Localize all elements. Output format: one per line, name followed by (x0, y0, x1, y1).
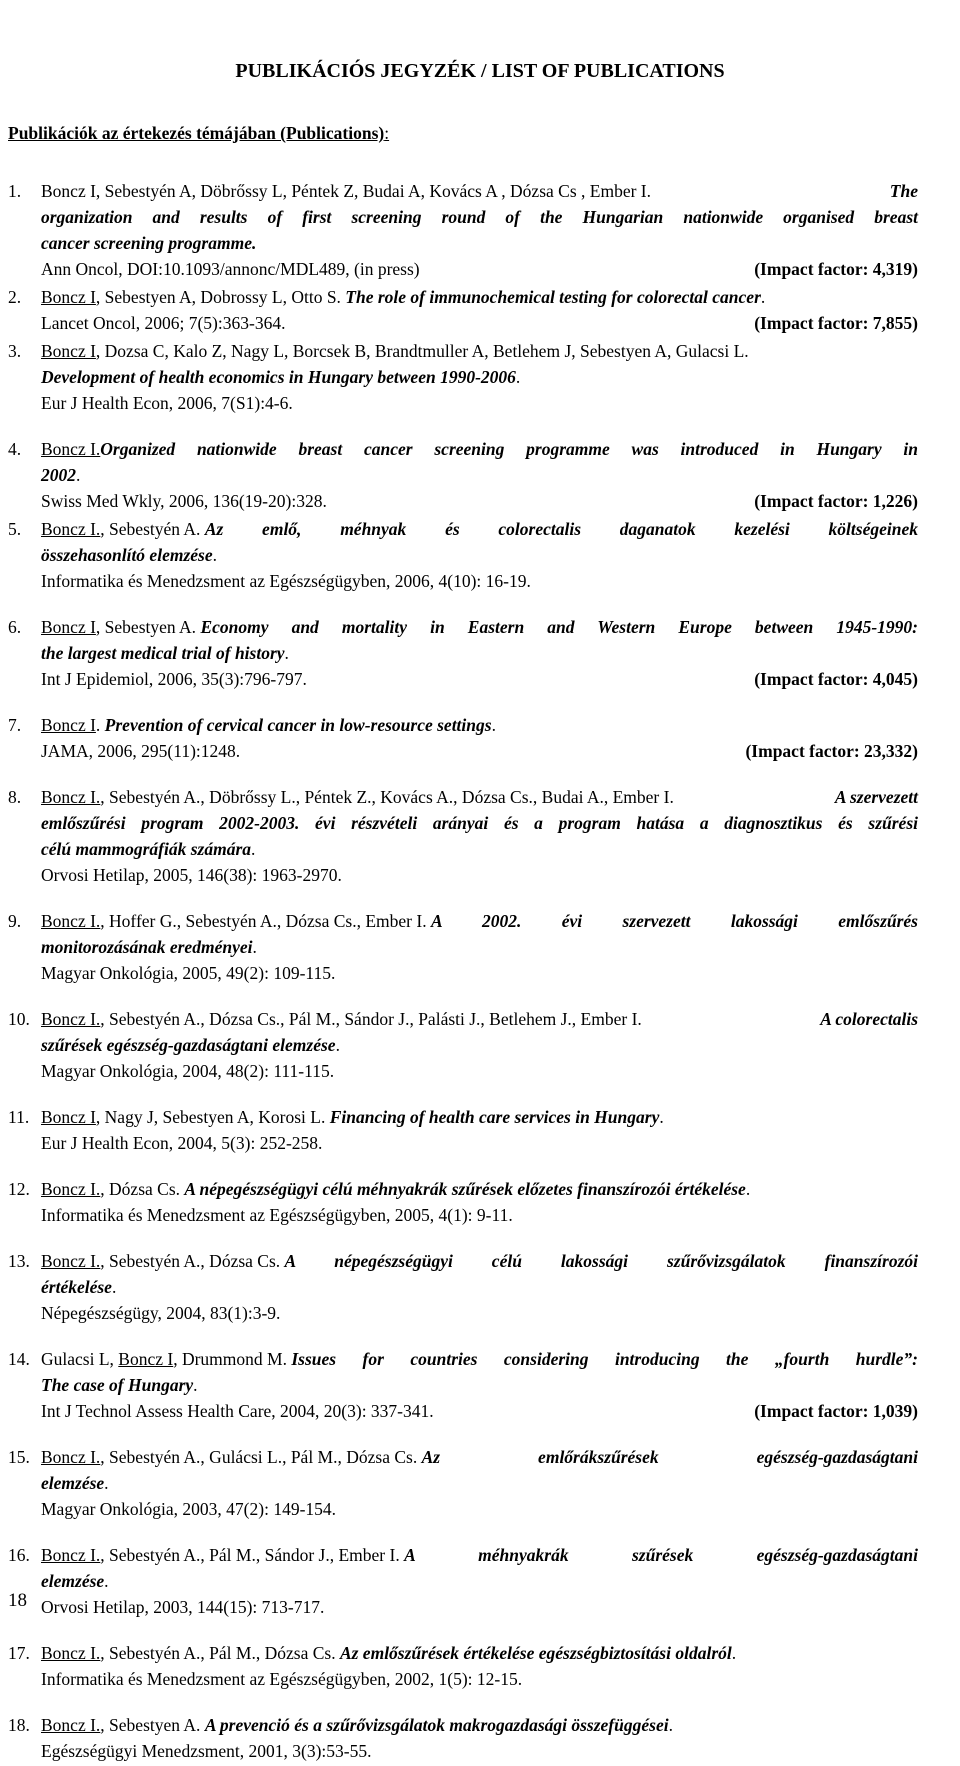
publication-number: 13. (8, 1251, 30, 1271)
publication-number: 17. (8, 1643, 30, 1663)
author-highlight: Boncz I (41, 287, 96, 307)
author-highlight: Boncz I (118, 1349, 174, 1369)
publication-authors: , Dozsa C, Kalo Z, Nagy L, Borcsek B, Brandtmuller A, Betlehem J, Sebestyen A, Gulacsi L. (95, 341, 749, 361)
title-part: EGYZÉK / (390, 60, 492, 82)
publication-reference: Magyar Onkológia, 2003, 47(2): 149-154. (41, 1499, 337, 1519)
publication-title: The (889, 181, 918, 201)
publication-number: 15. (8, 1447, 30, 1467)
publication-authors: , Sebestyen A. (100, 1715, 205, 1735)
publication-number: 16. (8, 1545, 30, 1565)
publication-authors: , Sebestyén A., Dózsa Cs. (100, 1251, 285, 1271)
publication-title: monitorozásának eredményei (41, 937, 253, 957)
author-highlight: Boncz I. (41, 519, 101, 539)
publication-title: cancer screening programme. (41, 233, 257, 253)
publication-authors: , Sebestyen A. (95, 617, 201, 637)
publication-number: 14. (8, 1349, 30, 1369)
publication-authors: , Sebestyén A. (100, 519, 205, 539)
publication-number: 2. (8, 287, 22, 307)
publication-title: Az emlőszűrések értékelése egészségbiztosítási oldalról (339, 1643, 732, 1663)
publication-item: 12. Boncz I., Dózsa Cs. A népegészségügyi célú méhnyakrák szűrések előzetes finanszírozói értékelése. Informatika és Menedzsment az Egészségügyben, 2005, 4(1): 9-11. (0, 1176, 960, 1228)
publication-item: 9. Boncz I., Hoffer G., Sebestyén A., Dózsa Cs., Ember I. A 2002. évi szervezett lakossági emlőszűrés monitorozásának eredményei. Magyar Onkológia, 2005, 49(2): 109-115. (0, 908, 960, 986)
publication-reference: Swiss Med Wkly, 2006, 136(19-20):328. (41, 491, 327, 511)
publication-reference: Int J Technol Assess Health Care, 2004, 20(3): 337-341. (41, 1401, 434, 1421)
author-highlight: Boncz I. (41, 1009, 101, 1029)
publication-title: emlőszűrési program 2002-2003. évi részvételi arányai és a program hatása a diagnosztikus és szűrési (41, 813, 918, 833)
publication-item (0, 178, 960, 282)
publication-number: 12. (8, 1179, 30, 1199)
publication-title: 2002 (41, 465, 76, 485)
publication-item: 6. Boncz I, Sebestyen A. Economy and mortality in Eastern and Western Europe between 1945-1990: the largest medical trial of history. Int J Epidemiol, 2006, 35(3):796-797. (Impact factor: 4,045) (0, 614, 960, 692)
publication-title: Economy and mortality in Eastern and Western Europe between 1945-1990: (200, 617, 918, 637)
section-heading-text: Publikációk az értekezés témájában (Publications) (8, 123, 385, 143)
author-highlight: Boncz I. (41, 1447, 101, 1467)
publication-authors: , Nagy J, Sebestyen A, Korosi L. (95, 1107, 330, 1127)
publication-authors: , Sebestyen A, Dobrossy L, Otto S. (95, 287, 346, 307)
publication-item: 15. Boncz I., Sebestyén A., Gulácsi L., Pál M., Dózsa Cs. Az emlőrákszűrések egészség-gazdaságtani elemzése. Magyar Onkológia, 2003, 47(2): 149-154. (0, 1444, 960, 1522)
section-heading-colon: : (384, 123, 390, 143)
publication-reference: Informatika és Menedzsment az Egészségügyben, 2002, 1(5): 12-15. (41, 1669, 523, 1689)
impact-factor: (Impact factor: 1,226) (754, 491, 918, 511)
title-part: J (380, 60, 391, 82)
author-highlight: Boncz I. (41, 787, 101, 807)
publication-authors: , Hoffer G., Sebestyén A., Dózsa Cs., Ember I. (100, 911, 431, 931)
publication-item: 8. Boncz I., Sebestyén A., Döbrőssy L., Péntek Z., Kovács A., Dózsa Cs., Budai A., Ember I. A szervezett emlőszűrési program 2002-2003. évi részvételi arányai és a program hatása a diagnosztikus és szűrési célú mammográfiák számára. Orvosi Hetilap, 2005, 146(38): 1963-2970. (0, 784, 960, 888)
impact-factor: (Impact factor: 1,039) (754, 1401, 918, 1421)
publication-authors: , Dózsa Cs. (100, 1179, 185, 1199)
publication-item: 16. Boncz I., Sebestyén A., Pál M., Sándor J., Ember I. A méhnyakrák szűrések egészség-gazdaságtani elemzése. Orvosi Hetilap, 2003, 144(15): 713-717. (0, 1542, 960, 1620)
publication-number: 10. (8, 1009, 30, 1029)
publication-title: Issues for countries considering introducing the „fourth hurdle”: (291, 1349, 918, 1369)
publication-item: 17. Boncz I., Sebestyén A., Pál M., Dózsa Cs. Az emlőszűrések értékelése egészségbiztosítási oldalról. Informatika és Menedzsment az Egészségügyben, 2002, 1(5): 12-15. (0, 1640, 960, 1692)
page-number: 18 (8, 1590, 27, 1611)
publication-reference-line (41, 738, 918, 764)
publication-item: 7. Boncz I. Prevention of cervical cancer in low-resource settings. JAMA, 2006, 295(11):1248. (Impact factor: 23,332) (0, 712, 960, 764)
publication-reference-line (41, 256, 918, 282)
publication-reference-line (41, 1398, 918, 1424)
publication-title: the largest medical trial of history (41, 643, 285, 663)
publication-title: Prevention of cervical cancer in low-resource settings (104, 715, 492, 735)
publication-reference: Magyar Onkológia, 2005, 49(2): 109-115. (41, 963, 336, 983)
publication-number: 6. (8, 617, 22, 637)
publication-title: Az emlőrákszűrések egészség-gazdaságtani (421, 1447, 918, 1467)
publication-item: 18. Boncz I., Sebestyen A. A prevenció és a szűrővizsgálatok makrogazdasági összefüggései. Egészségügyi Menedzsment, 2001, 3(3):53-55. (0, 1712, 960, 1764)
author-highlight: Boncz I (41, 715, 96, 735)
publication-title: organization and results of first screening round of the Hungarian nationwide organised breast (41, 207, 918, 227)
publication-title: elemzése (41, 1473, 105, 1493)
impact-factor: (Impact factor: 4,045) (754, 669, 918, 689)
publication-title: összehasonlító elemzése (41, 545, 213, 565)
publication-number: 9. (8, 911, 22, 931)
publication-title: Az emlő, méhnyak és colorectalis daganatok kezelési költségeinek (204, 519, 918, 539)
publication-title: Financing of health care services in Hungary (329, 1107, 660, 1127)
title-part: P (573, 60, 587, 82)
author-highlight: Boncz I. (41, 1715, 101, 1735)
section-heading (8, 123, 389, 144)
author-highlight: Boncz I. (41, 1251, 101, 1271)
publication-reference: Eur J Health Econ, 2004, 5(3): 252-258. (41, 1133, 323, 1153)
publication-authors: , Sebestyén A., Pál M., Sándor J., Ember I. (100, 1545, 405, 1565)
publication-authors: , Sebestyén A., Pál M., Dózsa Cs. (100, 1643, 340, 1663)
author-highlight: Boncz I. (41, 911, 101, 931)
publication-number: 8. (8, 787, 22, 807)
publication-item: 5. Boncz I., Sebestyén A. Az emlő, méhnyak és colorectalis daganatok kezelési költségeinek összehasonlító elemzése. Informatika és Menedzsment az Egészségügyben, 2006, 4(10): 16-19. (0, 516, 960, 594)
title-part: UBLICATIONS (586, 60, 725, 82)
publication-authors: . (95, 715, 105, 735)
publication-number: 7. (8, 715, 22, 735)
publication-title: Organized nationwide breast cancer screening programme was introduced in Hungary in (100, 439, 918, 459)
page-title (0, 60, 960, 83)
publication-title: The case of Hungary (41, 1375, 194, 1395)
author-highlight: Boncz I. (41, 1545, 101, 1565)
publication-list (0, 178, 960, 1766)
publication-reference: JAMA, 2006, 295(11):1248. (41, 741, 241, 761)
title-part: UBLIKÁCIÓS (247, 60, 381, 82)
publication-authors: Boncz I, Sebestyén A, Döbrőssy L, Péntek Z, Budai A, Kovács A , Dózsa Cs , Ember I. (41, 181, 651, 201)
publication-title: A colorectalis (820, 1009, 918, 1029)
publication-reference: Lancet Oncol, 2006; 7(5):363-364. (41, 313, 286, 333)
publication-title: szűrések egészség-gazdaságtani elemzése (41, 1035, 336, 1055)
publication-number: 3. (8, 341, 22, 361)
publication-reference: Eur J Health Econ, 2006, 7(S1):4-6. (41, 393, 293, 413)
publication-number: 11. (8, 1107, 30, 1127)
impact-factor: (Impact factor: 4,319) (754, 259, 918, 279)
publication-title: A népegészségügyi célú lakossági szűrővizsgálatok finanszírozói (284, 1251, 918, 1271)
publication-title: Development of health economics in Hungary between 1990-2006 (41, 367, 516, 387)
title-part: P (235, 60, 248, 82)
publication-reference: Informatika és Menedzsment az Egészségügyben, 2005, 4(1): 9-11. (41, 1205, 513, 1225)
publication-authors: , Sebestyén A., Gulácsi L., Pál M., Dózsa Cs. (100, 1447, 422, 1467)
impact-factor: (Impact factor: 7,855) (754, 313, 918, 333)
publication-item: 11. Boncz I, Nagy J, Sebestyen A, Korosi L. Financing of health care services in Hungary. Eur J Health Econ, 2004, 5(3): 252-258. (0, 1104, 960, 1156)
publication-title: A népegészségügyi célú méhnyakrák szűrések előzetes finanszírozói értékelése (184, 1179, 746, 1199)
publication-title: értékelése (41, 1277, 112, 1297)
publication-title: célú mammográfiák számára (41, 839, 252, 859)
author-highlight: Boncz I (41, 341, 96, 361)
publication-title: A szervezett (834, 787, 918, 807)
publication-item: 14. Gulacsi L, Boncz I, Drummond M. Issues for countries considering introducing the „fourth hurdle”: The case of Hungary. Int J Technol Assess Health Care, 2004, 20(3): 337-341. (Impact factor: 1,039) (0, 1346, 960, 1424)
publication-title: elemzése (41, 1571, 105, 1591)
publication-line (41, 178, 918, 204)
publication-number: 4. (8, 439, 22, 459)
impact-factor: (Impact factor: 23,332) (745, 741, 918, 761)
title-part: L (491, 60, 505, 82)
publication-reference: Egészségügyi Menedzsment, 2001, 3(3):53-55. (41, 1741, 372, 1761)
publication-title: A 2002. évi szervezett lakossági emlőszűrés (430, 911, 918, 931)
publication-authors: , Sebestyén A., Dózsa Cs., Pál M., Sándor J., Palásti J., Betlehem J., Ember I. (100, 1009, 647, 1029)
author-highlight: Boncz I (41, 617, 96, 637)
publication-reference: Orvosi Hetilap, 2003, 144(15): 713-717. (41, 1597, 325, 1617)
publication-reference-line (41, 666, 918, 692)
publication-item: 13. Boncz I., Sebestyén A., Dózsa Cs. A népegészségügyi célú lakossági szűrővizsgálatok finanszírozói értékelése. Népegészségügy, 2004, 83(1):3-9. (0, 1248, 960, 1326)
publication-item: 2. Boncz I, Sebestyen A, Dobrossy L, Otto S. The role of immunochemical testing for colorectal cancer. Lancet Oncol, 2006; 7(5):363-364. (Impact factor: 7,855) (0, 284, 960, 336)
publication-authors: , Drummond M. (173, 1349, 292, 1369)
publication-number: 1. (8, 181, 22, 201)
publication-title: A prevenció és a szűrővizsgálatok makrogazdasági összefüggései (204, 1715, 669, 1735)
author-highlight: Boncz I (41, 1107, 96, 1127)
publication-item: 4. Boncz I. Organized nationwide breast cancer screening programme was introduced in Hungary in 2002. Swiss Med Wkly, 2006, 136(19-20):328. (Impact factor: 1,226) (0, 436, 960, 514)
publication-reference: Int J Epidemiol, 2006, 35(3):796-797. (41, 669, 307, 689)
publication-number: 5. (8, 519, 22, 539)
publication-authors: Gulacsi L, (41, 1349, 119, 1369)
publication-reference: Orvosi Hetilap, 2005, 146(38): 1963-2970. (41, 865, 342, 885)
publication-item: 10. Boncz I., Sebestyén A., Dózsa Cs., Pál M., Sándor J., Palásti J., Betlehem J., Ember I. A colorectalis szűrések egészség-gazdaságtani elemzése. Magyar Onkológia, 2004, 48(2): 111-115. (0, 1006, 960, 1084)
title-part: IST OF (504, 60, 574, 82)
publication-reference: Magyar Onkológia, 2004, 48(2): 111-115. (41, 1061, 335, 1081)
publication-title: The role of immunochemical testing for colorectal cancer (345, 287, 761, 307)
publication-reference-line (41, 488, 918, 514)
author-highlight: Boncz I. (41, 1643, 101, 1663)
author-highlight: Boncz I. (41, 439, 101, 459)
publication-title: A méhnyakrák szűrések egészség-gazdaságtani (404, 1545, 918, 1565)
publication-item: 3. Boncz I, Dozsa C, Kalo Z, Nagy L, Borcsek B, Brandtmuller A, Betlehem J, Sebestyen A, Gulacsi L. Development of health economics in Hungary between 1990-2006. Eur J Health Econ, 2006, 7(S1):4-6. (0, 338, 960, 416)
publication-reference: Népegészségügy, 2004, 83(1):3-9. (41, 1303, 281, 1323)
publication-reference: Ann Oncol, DOI:10.1093/annonc/MDL489, (in press) (41, 259, 420, 279)
publication-authors: , Sebestyén A., Döbrőssy L., Péntek Z., Kovács A., Dózsa Cs., Budai A., Ember I. (100, 787, 679, 807)
author-highlight: Boncz I. (41, 1179, 101, 1199)
publication-reference: Informatika és Menedzsment az Egészségügyben, 2006, 4(10): 16-19. (41, 571, 531, 591)
publication-reference-line (41, 310, 918, 336)
publication-number: 18. (8, 1715, 30, 1735)
